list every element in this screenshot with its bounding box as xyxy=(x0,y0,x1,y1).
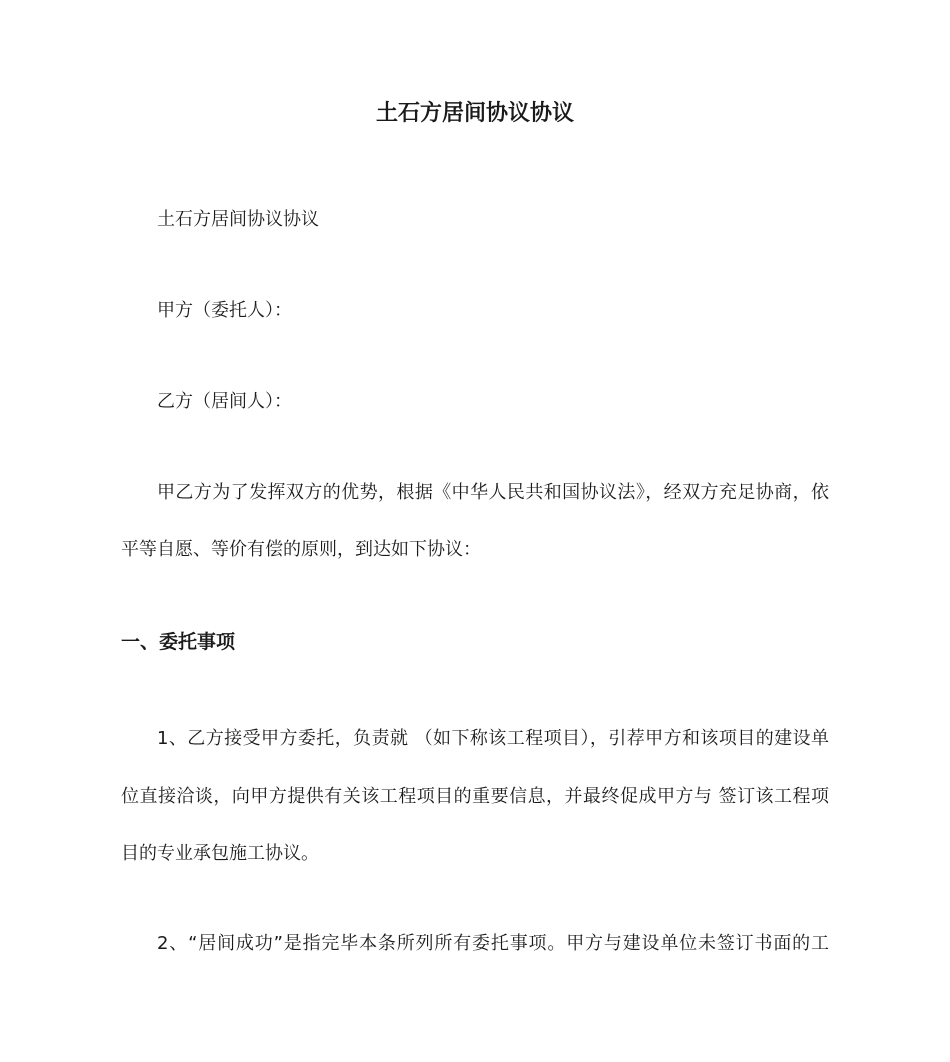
document-title: 土石方居间协议协议 xyxy=(375,101,574,126)
item-1-line-1: 1、乙方接受甲方委托，负责就 （如下称该工程项目），引荐甲方和该项目的建设单 xyxy=(157,728,829,749)
party-b-label: 乙方（居间人）： xyxy=(157,391,292,412)
intro-paragraph-line-1: 甲乙方为了发挥双方的优势，根据《中华人民共和国协议法》，经双方充足协商，依 xyxy=(157,482,829,503)
item-2-line-1: 2、“居间成功”是指完毕本条所列所有委托事项。甲方与建设单位未签订书面的工 xyxy=(157,933,829,954)
section-1-heading: 一、委托事项 xyxy=(121,631,236,653)
document-subtitle: 土石方居间协议协议 xyxy=(157,209,319,230)
party-a-label: 甲方（委托人）： xyxy=(157,300,292,321)
item-1-line-3: 目的专业承包施工协议。 xyxy=(121,843,319,864)
intro-paragraph-line-2: 平等自愿、等价有偿的原则，到达如下协议： xyxy=(121,539,481,560)
item-1-line-2: 位直接洽谈，向甲方提供有关该工程项目的重要信息，并最终促成甲方与 签订该工程项 xyxy=(121,786,829,807)
